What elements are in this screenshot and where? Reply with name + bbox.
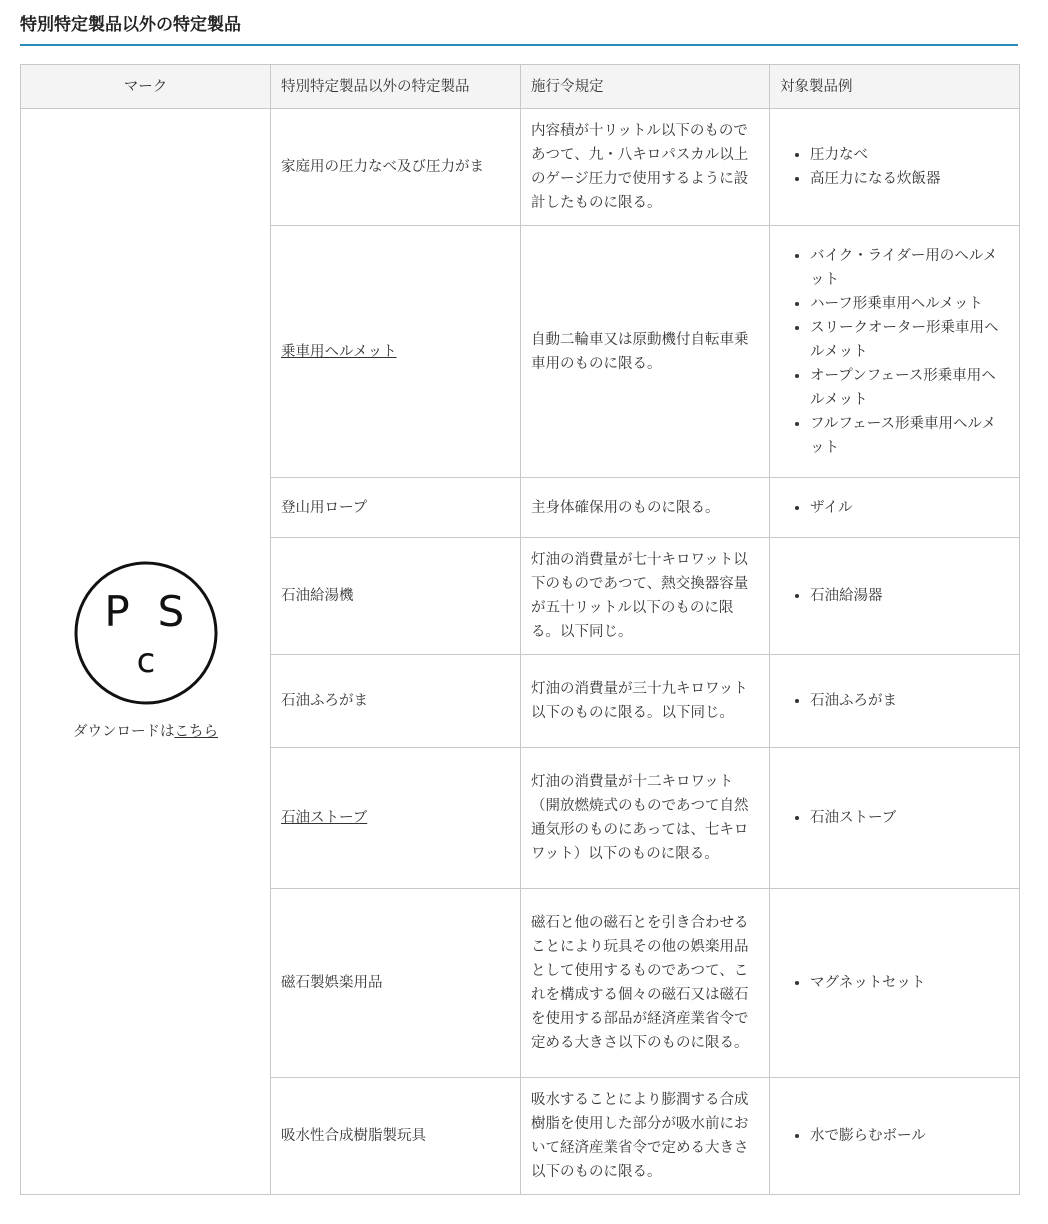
examples-cell: [770, 109, 1020, 226]
example-item: • ハーフ形乗車用ヘルメット: [810, 292, 1009, 316]
product-cell: [271, 889, 521, 1078]
examples-cell: [770, 1078, 1020, 1195]
product-name: 磁石製娯楽用品: [281, 975, 383, 991]
examples-cell: [770, 538, 1020, 655]
product-link[interactable]: 乗車用ヘルメット: [281, 343, 397, 360]
product-cell: [271, 226, 521, 478]
rule-cell: 吸水することにより膨潤する合成樹脂を使用した部分が吸水前において経済産業省令で定める大きさ以下のものに限る。: [521, 1078, 770, 1195]
rule-cell: 灯油の消費量が十二キロワット（開放燃焼式のものであつて自然通気形のものにあっては、七キロワット）以下のものに限る。: [521, 748, 770, 889]
product-name: 吸水性合成樹脂製玩具: [281, 1128, 426, 1144]
product-cell: [271, 655, 521, 748]
header-mark: マーク: [21, 65, 271, 109]
rule-cell: 灯油の消費量が七十キロワット以下のものであつて、熱交換器容量が五十リットル以下のものに限る。以下同じ。: [521, 538, 770, 655]
product-name: 石油給湯機: [281, 588, 354, 604]
examples-list: [780, 806, 1009, 830]
table-header-row: [21, 65, 1020, 109]
header-examples: 対象製品例: [770, 65, 1020, 109]
svg-text:c: c: [136, 640, 155, 681]
example-item: • 石油ストーブ: [810, 806, 1009, 830]
examples-list: [780, 971, 1009, 995]
download-label: ダウンロードは: [73, 723, 175, 740]
svg-text:S: S: [157, 586, 184, 636]
examples-list: [780, 689, 1009, 713]
examples-list: [780, 584, 1009, 608]
examples-cell: [770, 655, 1020, 748]
product-name: 石油ふろがま: [281, 693, 368, 709]
product-cell: [271, 109, 521, 226]
product-cell: [271, 478, 521, 538]
examples-list: [780, 143, 1009, 191]
product-name: 登山用ロープ: [281, 499, 368, 516]
example-item: • 高圧力になる炊飯器: [810, 167, 1009, 191]
svg-text:P: P: [103, 586, 130, 636]
psc-mark-logo: [73, 560, 219, 706]
examples-list: [780, 1124, 1009, 1148]
product-name: 家庭用の圧力なべ及び圧力がま: [281, 159, 484, 175]
example-item: • 圧力なべ: [810, 143, 1009, 167]
rule-cell: 磁石と他の磁石とを引き合わせることにより玩具その他の娯楽用品として使用するものであつて、これを構成する個々の磁石又は磁石を使用する部品が経済産業省令で定める大きさ以下のものに限る。: [521, 889, 770, 1078]
example-item: • 石油ふろがま: [810, 689, 1009, 713]
example-item: • ザイル: [810, 496, 1009, 520]
product-cell: [271, 538, 521, 655]
example-item: • オープンフェース形乗車用ヘルメット: [810, 364, 1009, 412]
table-row: [21, 109, 1020, 226]
download-link[interactable]: こちら: [174, 723, 218, 740]
example-item: • スリークオーター形乗車用ヘルメット: [810, 316, 1009, 364]
product-cell: [271, 748, 521, 889]
rule-cell: 主身体確保用のものに限る。: [521, 478, 770, 538]
examples-cell: [770, 748, 1020, 889]
example-item: • 石油給湯器: [810, 584, 1009, 608]
products-table: [20, 64, 1020, 1195]
examples-cell: [770, 226, 1020, 478]
examples-cell: [770, 889, 1020, 1078]
example-item: • フルフェース形乗車用ヘルメット: [810, 412, 1009, 460]
rule-cell: 灯油の消費量が三十九キロワット以下のものに限る。以下同じ。: [521, 655, 770, 748]
section-title: 特別特定製品以外の特定製品: [20, 10, 1018, 46]
rule-cell: 自動二輪車又は原動機付自転車乗車用のものに限る。: [521, 226, 770, 478]
example-item: • 水で膨らむボール: [810, 1124, 1009, 1148]
example-item: • バイク・ライダー用のヘルメット: [810, 244, 1009, 292]
rule-cell: 内容積が十リットル以下のものであつて、九・八キロパスカル以上のゲージ圧力で使用するように設計したものに限る。: [521, 109, 770, 226]
examples-list: [780, 244, 1009, 460]
product-link[interactable]: 石油ストーブ: [281, 810, 368, 826]
mark-cell: [21, 109, 271, 1195]
header-product: 特別特定製品以外の特定製品: [271, 65, 521, 109]
header-rule: 施行令規定: [521, 65, 770, 109]
examples-list: [780, 496, 1009, 520]
product-cell: [271, 1078, 521, 1195]
examples-cell: [770, 478, 1020, 538]
example-item: • マグネットセット: [810, 971, 1009, 995]
